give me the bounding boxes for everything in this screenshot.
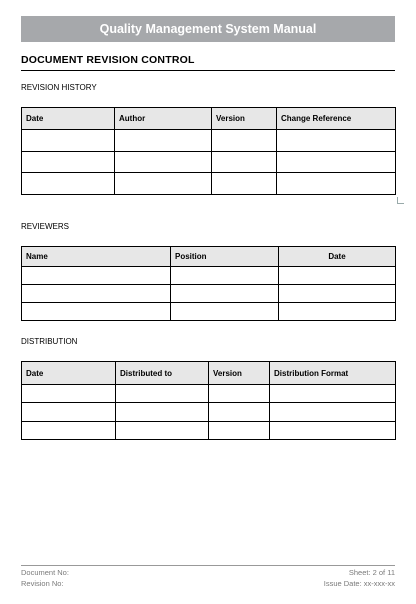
column-header-date: Date [279,247,396,267]
title-divider [21,70,395,71]
table-cell [22,385,116,403]
table-cell [279,267,396,285]
table-cell [209,385,270,403]
table-row [22,385,396,403]
table-row [22,152,396,173]
table-row [22,267,396,285]
table-cell [209,422,270,440]
footer-revision-no: Revision No: [21,579,64,588]
table-cell [279,285,396,303]
table-cell [209,403,270,422]
table-cell [22,422,116,440]
table-cell [116,403,209,422]
table-row [22,173,396,195]
revision-history-label: REVISION HISTORY [21,83,97,92]
table-cell [22,152,115,173]
page-corner-mark [397,197,404,204]
reviewers-label: REVIEWERS [21,222,70,231]
table-cell [115,130,212,152]
table-cell [22,403,116,422]
table-row [22,303,396,321]
table-row [22,422,396,440]
footer-sheet-number: Sheet: 2 of 11 [348,568,395,577]
table-cell [171,285,279,303]
footer-divider [21,565,395,566]
distribution-table [21,361,396,440]
table-header-row [22,108,396,130]
column-header-author: Author [115,108,212,130]
column-header-change-reference: Change Reference [277,108,396,130]
footer-issue-date: Issue Date: xx-xxx-xx [323,579,395,588]
footer-document-no: Document No: [21,568,69,577]
table-cell [116,422,209,440]
column-header-date: Date [22,362,116,385]
table-row [22,285,396,303]
table-cell [22,173,115,195]
column-header-name: Name [22,247,171,267]
table-cell [116,385,209,403]
revision-history-table [21,107,396,195]
table-cell [22,285,171,303]
table-row [22,130,396,152]
table-cell [270,403,396,422]
table-cell [171,303,279,321]
document-title: DOCUMENT REVISION CONTROL [21,54,195,66]
table-cell [212,130,277,152]
column-header-date: Date [22,108,115,130]
table-header-row [22,247,396,267]
table-cell [115,173,212,195]
table-header-row [22,362,396,385]
table-cell [212,173,277,195]
column-header-distribution-format: Distribution Format [270,362,396,385]
column-header-position: Position [171,247,279,267]
table-cell [115,152,212,173]
table-cell [277,152,396,173]
banner-title: Quality Management System Manual [21,16,395,42]
distribution-label: DISTRIBUTION [21,337,78,346]
table-cell [22,267,171,285]
table-cell [270,422,396,440]
column-header-version: Version [212,108,277,130]
table-cell [277,130,396,152]
table-cell [171,267,279,285]
table-cell [212,152,277,173]
column-header-distributed-to: Distributed to [116,362,209,385]
table-cell [22,303,171,321]
table-cell [277,173,396,195]
table-cell [270,385,396,403]
column-header-version: Version [209,362,270,385]
table-cell [279,303,396,321]
reviewers-table [21,246,396,321]
table-cell [22,130,115,152]
table-row [22,403,396,422]
